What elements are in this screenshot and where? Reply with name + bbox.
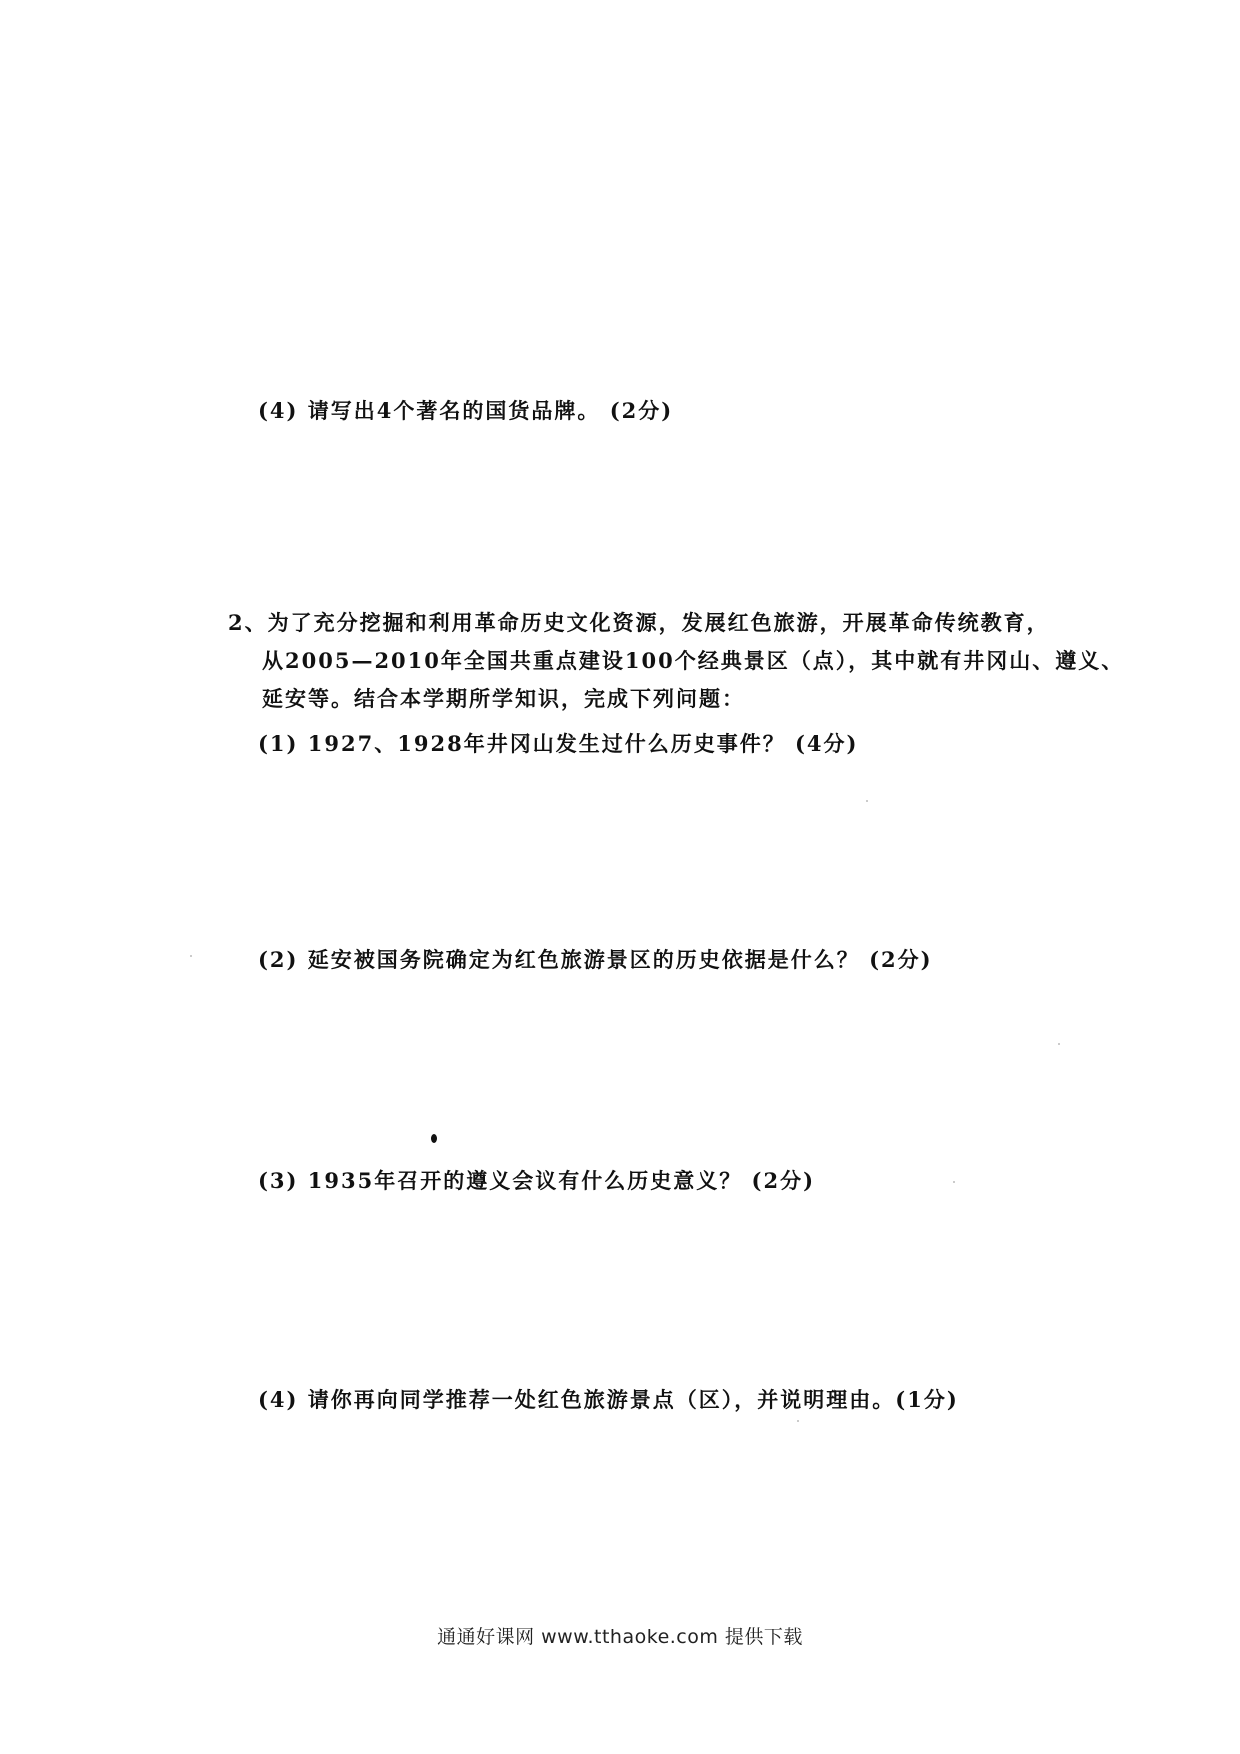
question-2-part-3: (3) 1935年召开的遵义会议有什么历史意义？ (2分) bbox=[258, 1168, 816, 1193]
question-2-part-1: (1) 1927、1928年井冈山发生过什么历史事件？ (4分) bbox=[258, 731, 859, 756]
question-1-part-4: (4) 请写出4个著名的国货品牌。 (2分) bbox=[258, 398, 674, 423]
scan-speck bbox=[1058, 1043, 1060, 1045]
question-2-part-4: (4) 请你再向同学推荐一处红色旅游景点（区），并说明理由。(1分) bbox=[258, 1387, 959, 1412]
scan-speck bbox=[190, 955, 192, 957]
question-2-part-2: (2) 延安被国务院确定为红色旅游景区的历史依据是什么？ (2分) bbox=[258, 947, 933, 972]
footer-credit: 通通好课网 www.tthaoke.com 提供下载 bbox=[437, 1626, 803, 1648]
question-2-intro-line: 2、为了充分挖掘和利用革命历史文化资源，发展红色旅游，开展革命传统教育， bbox=[228, 610, 1050, 635]
scan-speck bbox=[866, 800, 868, 802]
ink-dot bbox=[431, 1134, 437, 1143]
question-2-intro bbox=[228, 604, 1125, 718]
scan-speck bbox=[953, 1181, 955, 1183]
question-2-intro-line: 延安等。结合本学期所学知识，完成下列问题： bbox=[262, 686, 745, 711]
question-2-intro-line: 从2005—2010年全国共重点建设100个经典景区（点），其中就有井冈山、遵义、 bbox=[262, 648, 1125, 673]
scan-speck bbox=[797, 1420, 799, 1422]
